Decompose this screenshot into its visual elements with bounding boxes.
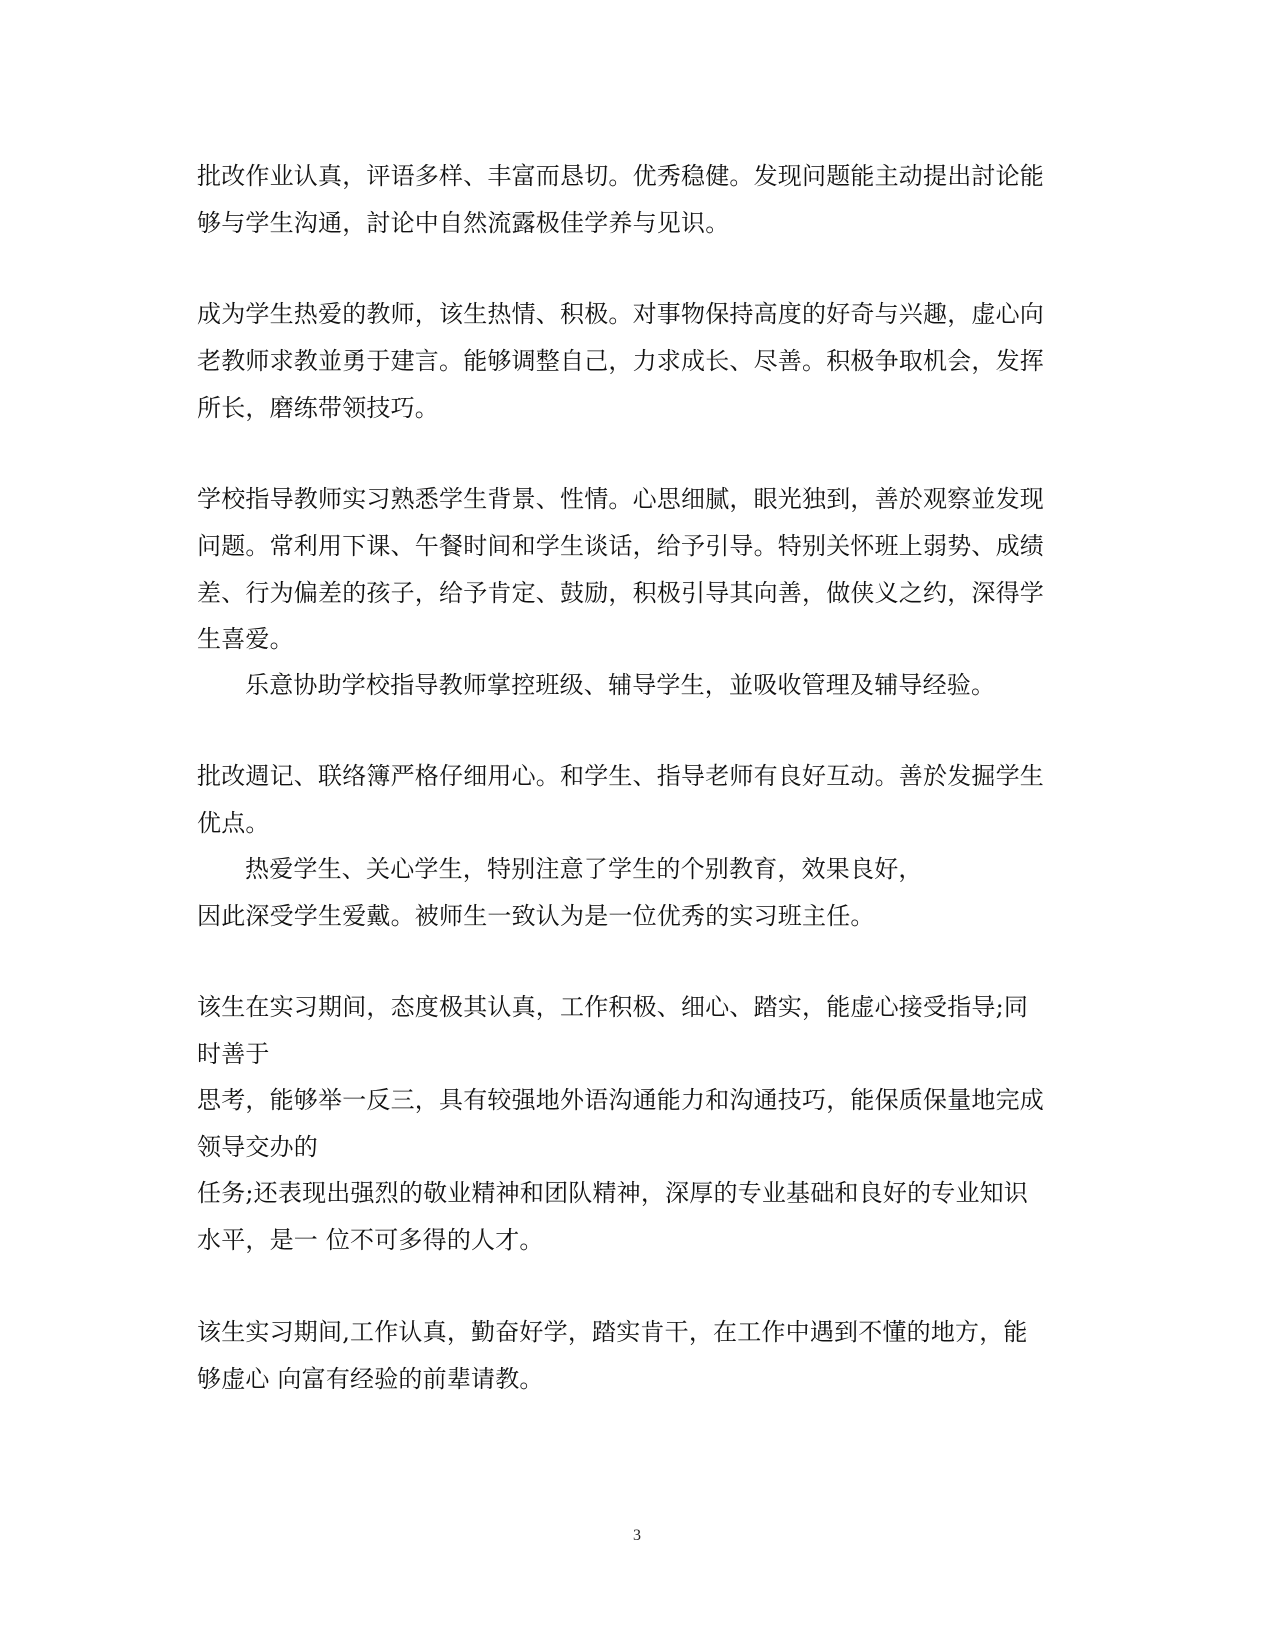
text-line: 够虚心 向富有经验的前辈请教。 (197, 1365, 544, 1393)
text-line: 生喜爱。 (197, 625, 294, 653)
text-line: 批改週记、联络簿严格仔细用心。和学生、指导老师有良好互动。善於发掘学生 (197, 762, 1044, 790)
text-line: 优点。 (197, 809, 270, 837)
text-line: 因此深受学生爱戴。被师生一致认为是一位优秀的实习班主任。 (197, 902, 875, 930)
text-line: 够与学生沟通，討论中自然流露极佳学养与见识。 (197, 209, 730, 237)
text-line: 热爱学生、关心学生，特别注意了学生的个别教育，效果良好， (245, 855, 923, 883)
text-line: 领导交办的 (197, 1133, 318, 1161)
text-line: 成为学生热爱的教师，该生热情、积极。对事物保持高度的好奇与兴趣，虚心向 (197, 300, 1044, 328)
text-line: 老教师求教並勇于建言。能够调整自己，力求成长、尽善。积极争取机会，发挥 (197, 347, 1044, 375)
text-line: 水平，是一 位不可多得的人才。 (197, 1226, 544, 1254)
text-line: 所长，磨练带领技巧。 (197, 394, 439, 422)
text-line: 该生在实习期间，态度极其认真，工作积极、细心、踏实，能虚心接受指导;同 (197, 993, 1029, 1021)
text-line: 批改作业认真，评语多样、丰富而恳切。优秀稳健。发现问题能主动提出討论能 (197, 162, 1044, 190)
text-line: 思考，能够举一反三，具有较强地外语沟通能力和沟通技巧，能保质保量地完成 (197, 1086, 1044, 1114)
text-line: 任务;还表现出强烈的敬业精神和团队精神，深厚的专业基础和良好的专业知识 (197, 1179, 1029, 1207)
text-line: 时善于 (197, 1040, 270, 1068)
page-number: 3 (633, 1527, 641, 1544)
text-line: 问题。常利用下课、午餐时间和学生谈话，给予引导。特别关怀班上弱势、成绩 (197, 532, 1044, 560)
text-line: 学校指导教师实习熟悉学生背景、性情。心思细腻，眼光独到，善於观察並发现 (197, 485, 1044, 513)
text-line: 乐意协助学校指导教师掌控班级、辅导学生，並吸收管理及辅导经验。 (245, 671, 996, 699)
text-line: 该生实习期间,工作认真，勤奋好学，踏实肯干，在工作中遇到不懂的地方，能 (197, 1318, 1028, 1346)
text-line: 差、行为偏差的孩子，给予肯定、鼓励，积极引导其向善，做侠义之约，深得学 (197, 579, 1044, 607)
